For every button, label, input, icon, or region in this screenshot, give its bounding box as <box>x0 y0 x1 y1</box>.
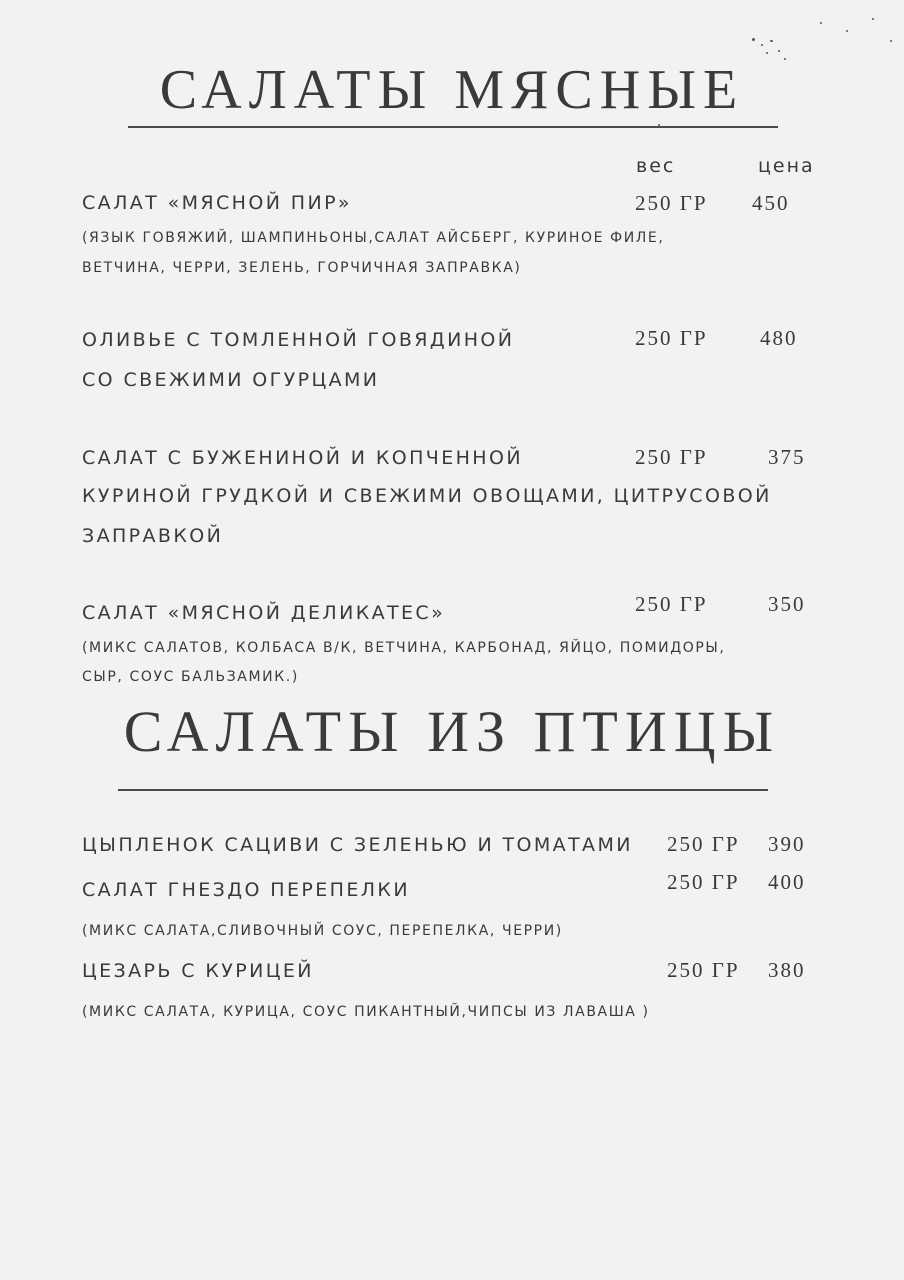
menu-item-price: 480 <box>760 326 798 350</box>
section-divider <box>118 789 768 791</box>
menu-item-name: ОЛИВЬЕ С ТОМЛЕННОЙ ГОВЯДИНОЙ <box>82 329 515 351</box>
paper-speckle <box>778 50 780 52</box>
menu-item-description: (МИКС САЛАТОВ, КОЛБАСА В/К, ВЕТЧИНА, КАРБОНАД, ЯЙЦО, ПОМИДОРЫ, <box>82 640 726 656</box>
paper-speckle <box>820 22 822 24</box>
menu-item-price: 375 <box>768 445 806 469</box>
menu-item-name: КУРИНОЙ ГРУДКОЙ И СВЕЖИМИ ОВОЩАМИ, ЦИТРУСОВОЙ <box>82 485 772 507</box>
menu-item-weight: 250 ГР <box>667 870 740 894</box>
menu-item-price: 390 <box>768 832 806 856</box>
paper-speckle <box>872 18 874 20</box>
paper-speckle <box>752 38 755 41</box>
menu-item-name: ЗАПРАВКОЙ <box>82 525 224 547</box>
menu-item-price: 380 <box>768 958 806 982</box>
paper-speckle <box>761 44 763 46</box>
paper-speckle <box>890 40 892 42</box>
weight-column-header: вес <box>636 155 676 177</box>
menu-item-description: (ЯЗЫК ГОВЯЖИЙ, ШАМПИНЬОНЫ,САЛАТ АЙСБЕРГ, КУРИНОЕ ФИЛЕ, <box>82 230 665 246</box>
menu-item-name: ЦЫПЛЕНОК САЦИВИ С ЗЕЛЕНЬЮ И ТОМАТАМИ <box>82 834 633 856</box>
menu-item-price: 400 <box>768 870 806 894</box>
paper-speckle <box>770 40 773 42</box>
section-title-poultry-salads: САЛАТЫ ИЗ ПТИЦЫ <box>123 699 781 764</box>
menu-item-weight: 250 ГР <box>635 592 708 616</box>
section-divider <box>128 126 778 128</box>
menu-item-description: СЫР, СОУС БАЛЬЗАМИК.) <box>82 669 299 685</box>
paper-speckle <box>846 30 848 32</box>
menu-item-weight: 250 ГР <box>635 191 708 215</box>
menu-item-name: САЛАТ ГНЕЗДО ПЕРЕПЕЛКИ <box>82 879 410 901</box>
menu-item-description: ВЕТЧИНА, ЧЕРРИ, ЗЕЛЕНЬ, ГОРЧИЧНАЯ ЗАПРАВКА) <box>82 260 522 276</box>
menu-item-price: 450 <box>752 191 790 215</box>
price-column-header: цена <box>758 155 815 177</box>
menu-item-name: САЛАТ С БУЖЕНИНОЙ И КОПЧЕННОЙ <box>82 447 523 469</box>
menu-item-name: СО СВЕЖИМИ ОГУРЦАМИ <box>82 369 380 391</box>
menu-item-weight: 250 ГР <box>635 326 708 350</box>
menu-item-weight: 250 ГР <box>635 445 708 469</box>
menu-item-description: (МИКС САЛАТА,СЛИВОЧНЫЙ СОУС, ПЕРЕПЕЛКА, ЧЕРРИ) <box>82 923 563 939</box>
paper-speckle <box>766 52 768 54</box>
menu-item-name: САЛАТ «МЯСНОЙ ДЕЛИКАТЕС» <box>82 602 446 624</box>
menu-item-name: САЛАТ «МЯСНОЙ ПИР» <box>82 192 352 214</box>
menu-item-weight: 250 ГР <box>667 958 740 982</box>
menu-item-weight: 250 ГР <box>667 832 740 856</box>
menu-item-name: ЦЕЗАРЬ С КУРИЦЕЙ <box>82 960 314 982</box>
menu-item-price: 350 <box>768 592 806 616</box>
menu-item-description: (МИКС САЛАТА, КУРИЦА, СОУС ПИКАНТНЫЙ,ЧИПСЫ ИЗ ЛАВАША ) <box>82 1004 650 1020</box>
section-title-meat-salads: САЛАТЫ МЯСНЫЕ <box>159 59 745 121</box>
